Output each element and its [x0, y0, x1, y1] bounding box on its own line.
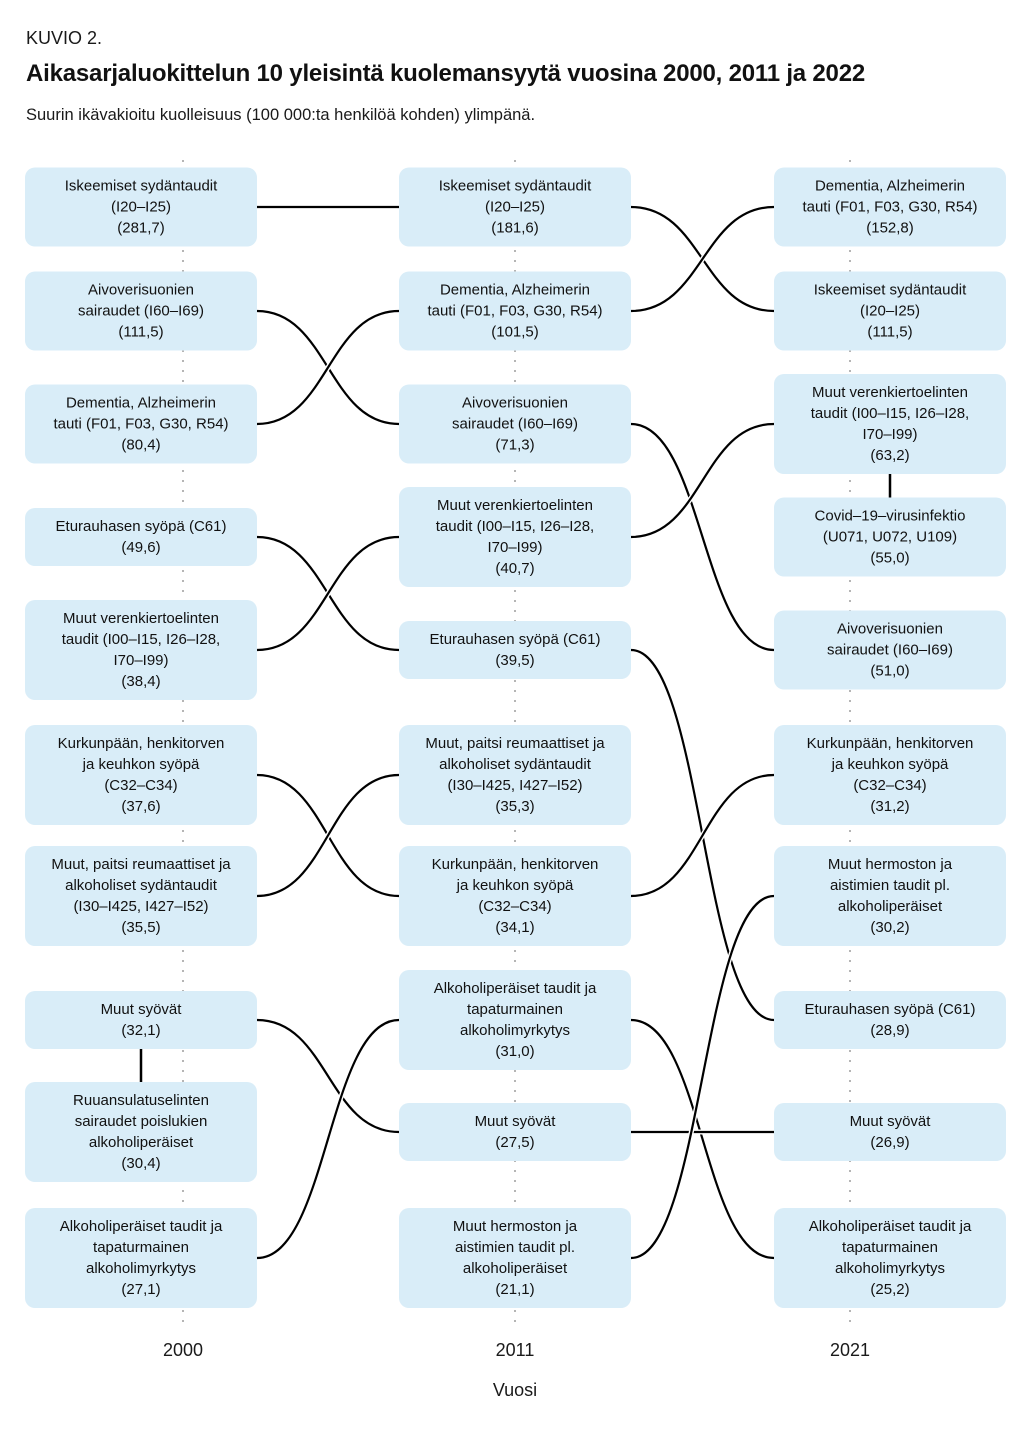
cause-box-text-line: (281,7)	[117, 219, 165, 237]
figure-number: KUVIO 2.	[26, 28, 103, 48]
cause-box-text-line: (I20–I25)	[484, 198, 546, 216]
cause-box-text-line: (30,4)	[121, 1155, 161, 1172]
cause-box-text-line: (51,0)	[870, 662, 910, 680]
rank-link	[257, 311, 399, 424]
cause-box-text-line: sairaudet poislukien	[74, 1113, 208, 1130]
cause-box-text-line: Covid–19–virusinfektio	[814, 507, 966, 525]
cause-box-text-line: (34,1)	[495, 919, 535, 936]
cause-box-2000-rank6	[25, 725, 257, 825]
cause-box-text-line: (I30–I425, I427–I52)	[447, 777, 583, 794]
cause-box-2021-rank6	[774, 725, 1006, 825]
cause-box-text-line: Eturauhasen syöpä (C61)	[55, 518, 227, 535]
cause-box-text-line: alkoholimyrkytys	[459, 1022, 571, 1039]
cause-box-text-line: Muut hermoston ja	[827, 856, 953, 873]
cause-box-text-line: Iskeemiset sydäntaudit	[813, 281, 967, 299]
cause-box-text-line: ja keuhkon syöpä	[831, 756, 949, 773]
cause-box-text-line: (111,5)	[118, 323, 164, 341]
cause-box-text-line: Dementia, Alzheimerin	[65, 394, 217, 412]
cause-box-2021-rank10	[774, 1208, 1006, 1308]
cause-box-text-line: Muut hermoston ja	[452, 1218, 578, 1235]
cause-box-text-line: (35,3)	[495, 798, 535, 815]
cause-box-text-line: alkoholiperäiset	[837, 898, 943, 915]
cause-box-text-line: (27,1)	[121, 1281, 161, 1298]
cause-box-2000-rank3	[25, 385, 257, 464]
cause-box-2000-rank8	[25, 991, 257, 1049]
cause-box-2021-rank7	[774, 846, 1006, 946]
cause-box-text-line: Muut verenkiertoelinten	[63, 610, 219, 627]
cause-box-text-line: tapaturmainen	[467, 1001, 563, 1018]
rank-link	[631, 207, 774, 311]
cause-box-text-line: Dementia, Alzheimerin	[439, 281, 591, 299]
cause-box-text-line: (37,6)	[121, 798, 161, 815]
cause-box-2011-rank10	[399, 1208, 631, 1308]
rank-link	[631, 424, 774, 537]
cause-box-text-line: I70–I99)	[862, 426, 918, 443]
cause-box-text-line: ja keuhkon syöpä	[456, 877, 574, 894]
rank-link	[631, 1020, 774, 1258]
cause-box-2021-rank4	[774, 498, 1006, 577]
x-tick-2000: 2000	[162, 1340, 204, 1360]
cause-box-text-line: tauti (F01, F03, G30, R54)	[802, 198, 978, 216]
cause-box-text-line: (26,9)	[870, 1134, 910, 1151]
cause-box-text-line: Kurkunpään, henkitorven	[431, 856, 599, 873]
cause-box-text-line: Aivoverisuonien	[462, 394, 568, 412]
cause-box-2011-rank2	[399, 272, 631, 351]
cause-box-text-line: sairaudet (I60–I69)	[827, 641, 953, 659]
rank-link	[257, 775, 399, 896]
cause-box-text-line: Eturauhasen syöpä (C61)	[429, 631, 601, 648]
x-axis-label: Vuosi	[492, 1380, 538, 1400]
cause-box-2021-rank8	[774, 991, 1006, 1049]
cause-box-text-line: Aivoverisuonien	[88, 281, 194, 299]
cause-box-2000-rank9	[25, 1082, 257, 1182]
cause-box-text-line: Muut syövät	[100, 1001, 182, 1018]
cause-box-2000-rank4	[25, 508, 257, 566]
cause-box-text-line: (181,6)	[491, 219, 539, 237]
cause-box-2011-rank5	[399, 621, 631, 679]
cause-box-2000-rank2	[25, 272, 257, 351]
cause-box-text-line: (31,2)	[870, 798, 910, 815]
cause-box-2000-rank10	[25, 1208, 257, 1308]
cause-box-2011-rank4	[399, 487, 631, 587]
rank-link	[631, 775, 774, 896]
cause-box-text-line: sairaudet (I60–I69)	[452, 415, 578, 433]
cause-box-text-line: (21,1)	[495, 1281, 535, 1298]
cause-box-text-line: Iskeemiset sydäntaudit	[438, 177, 592, 195]
cause-box-text-line: (40,7)	[495, 560, 535, 577]
rank-link	[631, 424, 774, 650]
cause-box-text-line: (35,5)	[121, 919, 161, 936]
cause-box-text-line: Alkoholiperäiset taudit ja	[433, 980, 597, 997]
cause-box-text-line: Kurkunpään, henkitorven	[806, 735, 974, 752]
cause-box-text-line: (C32–C34)	[104, 777, 178, 794]
rank-link	[257, 1020, 399, 1258]
cause-box-text-line: alkoholiperäiset	[88, 1134, 194, 1151]
cause-box-text-line: Iskeemiset sydäntaudit	[64, 177, 218, 195]
cause-box-text-line: tauti (F01, F03, G30, R54)	[427, 302, 603, 320]
cause-box-2011-rank8	[399, 970, 631, 1070]
cause-box-text-line: (30,2)	[870, 919, 910, 936]
cause-box-text-line: alkoholiperäiset	[462, 1260, 568, 1277]
cause-box-text-line: (I30–I425, I427–I52)	[73, 898, 209, 915]
cause-box-2021-rank2	[774, 272, 1006, 351]
cause-box-text-line: (28,9)	[870, 1022, 910, 1039]
cause-box-text-line: (38,4)	[121, 673, 161, 690]
cause-box-text-line: (32,1)	[121, 1022, 161, 1039]
cause-box-text-line: (55,0)	[870, 549, 910, 567]
cause-box-text-line: Muut verenkiertoelinten	[437, 497, 593, 514]
cause-box-text-line: Muut, paitsi reumaattiset ja	[51, 856, 231, 873]
cause-box-text-line: (C32–C34)	[478, 898, 552, 915]
cause-box-text-line: Muut, paitsi reumaattiset ja	[425, 735, 605, 752]
cause-box-text-line: Muut syövät	[849, 1113, 931, 1130]
cause-box-text-line: alkoholimyrkytys	[834, 1260, 946, 1277]
cause-box-2021-rank3	[774, 374, 1006, 474]
cause-box-text-line: tapaturmainen	[842, 1239, 938, 1256]
cause-box-text-line: aistimien taudit pl.	[829, 877, 951, 894]
cause-box-2011-rank1	[399, 168, 631, 247]
cause-box-text-line: (111,5)	[867, 323, 913, 341]
cause-box-text-line: (49,6)	[121, 539, 161, 556]
cause-box-text-line: (80,4)	[121, 436, 161, 454]
cause-box-text-line: Muut syövät	[474, 1113, 556, 1130]
cause-box-text-line: taudit (I00–I15, I26–I28,	[810, 405, 970, 422]
rank-link	[257, 537, 399, 650]
cause-box-text-line: (I20–I25)	[110, 198, 172, 216]
cause-box-text-line: (I20–I25)	[859, 302, 921, 320]
cause-box-text-line: (152,8)	[866, 219, 914, 237]
cause-box-text-line: sairaudet (I60–I69)	[78, 302, 204, 320]
cause-box-2021-rank5	[774, 611, 1006, 690]
cause-box-2011-rank7	[399, 846, 631, 946]
cause-box-text-line: (U071, U072, U109)	[822, 528, 958, 546]
cause-box-text-line: taudit (I00–I15, I26–I28,	[61, 631, 221, 648]
cause-box-text-line: aistimien taudit pl.	[454, 1239, 576, 1256]
cause-box-2011-rank3	[399, 385, 631, 464]
cause-box-2000-rank7	[25, 846, 257, 946]
chart-title: Aikasarjaluokittelun 10 yleisintä kuolemansyytä vuosina 2000, 2011 ja 2022	[26, 60, 865, 87]
cause-box-2000-rank1	[25, 168, 257, 247]
cause-box-2011-rank6	[399, 725, 631, 825]
cause-box-text-line: alkoholimyrkytys	[85, 1260, 197, 1277]
cause-box-2021-rank9	[774, 1103, 1006, 1161]
cause-box-text-line: (C32–C34)	[853, 777, 927, 794]
cause-box-text-line: (101,5)	[491, 323, 539, 341]
chart-subtitle: Suurin ikävakioitu kuolleisuus (100 000:ta henkilöä kohden) ylimpänä.	[26, 106, 536, 124]
cause-box-text-line: (25,2)	[870, 1281, 910, 1298]
cause-box-text-line: I70–I99)	[487, 539, 543, 556]
cause-box-text-line: Muut verenkiertoelinten	[812, 384, 968, 401]
cause-box-text-line: tapaturmainen	[93, 1239, 189, 1256]
x-tick-2011: 2011	[495, 1340, 535, 1360]
cause-box-text-line: (71,3)	[495, 436, 535, 454]
cause-box-text-line: alkoholiset sydäntaudit	[439, 756, 591, 773]
cause-box-text-line: (39,5)	[495, 652, 535, 669]
cause-box-text-line: Alkoholiperäiset taudit ja	[808, 1218, 972, 1235]
cause-box-text-line: I70–I99)	[113, 652, 169, 669]
cause-box-text-line: Aivoverisuonien	[837, 620, 943, 638]
cause-box-2000-rank5	[25, 600, 257, 700]
cause-box-text-line: Kurkunpään, henkitorven	[57, 735, 225, 752]
cause-box-text-line: (31,0)	[495, 1043, 535, 1060]
x-tick-2021: 2021	[829, 1340, 871, 1360]
cause-box-text-line: Dementia, Alzheimerin	[814, 177, 966, 195]
cause-box-text-line: Alkoholiperäiset taudit ja	[59, 1218, 223, 1235]
cause-box-text-line: taudit (I00–I15, I26–I28,	[435, 518, 595, 535]
rank-link	[631, 896, 774, 1258]
cause-box-text-line: alkoholiset sydäntaudit	[65, 877, 217, 894]
cause-box-text-line: (27,5)	[495, 1134, 535, 1151]
cause-box-2021-rank1	[774, 168, 1006, 247]
cause-box-text-line: Ruuansulatuselinten	[73, 1092, 209, 1109]
cause-box-text-line: ja keuhkon syöpä	[82, 756, 200, 773]
cause-box-2011-rank9	[399, 1103, 631, 1161]
cause-box-text-line: tauti (F01, F03, G30, R54)	[53, 415, 229, 433]
rank-link	[257, 1020, 399, 1132]
cause-box-text-line: (63,2)	[870, 447, 910, 464]
cause-box-text-line: Eturauhasen syöpä (C61)	[804, 1001, 976, 1018]
